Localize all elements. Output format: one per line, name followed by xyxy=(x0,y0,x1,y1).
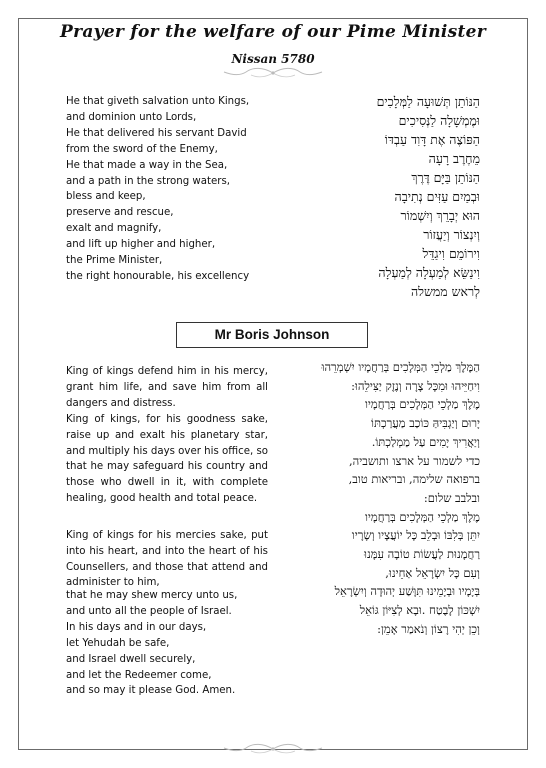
hebrew-line: בְּיָמָיו וּבְיָמֵינוּ תִּוָּשַׁע יְהוּדָה וְיִשְׂרָאֵל xyxy=(334,584,480,599)
hebrew-line: מֶלֶךְ מַלְכֵי הַמְּלָכִים בְּרַחֲמָיו xyxy=(364,397,480,412)
text-line: and let the Redeemer come, xyxy=(66,669,212,681)
text-line: let Yehudah be safe, xyxy=(66,637,170,649)
text-line: and so may it please God. Amen. xyxy=(66,685,236,697)
hebrew-line: וְיִנְצוֹר וְיַעֲזוֹר xyxy=(423,227,480,242)
page-subtitle: Nissan 5780 xyxy=(231,52,315,66)
prime-minister-name-box: Mr Boris Johnson xyxy=(176,322,368,348)
hebrew-line: רַחֲמָנוּת לַעֲשׂוֹת טוֹבָה עִמָּנוּ xyxy=(364,547,480,562)
hebrew-line: כדי לשמור על ארצו ותושביה, xyxy=(349,453,480,468)
english-paragraph-defend: King of kings defend him in his mercy, grant him life, and save him from all dangers and distress. xyxy=(66,366,268,409)
text-line: and Israel dwell securely, xyxy=(66,653,196,665)
text-line: He that made a way in the Sea, xyxy=(66,159,228,171)
hebrew-line: ובלבב שלום: xyxy=(423,490,480,505)
text-line: In his days and in our days, xyxy=(66,621,207,633)
text-line: bless and keep, xyxy=(66,191,146,203)
text-line: that he may shew mercy unto us, xyxy=(66,590,238,601)
hebrew-line: וּבְמַיִם עַזִּים נְתִיבָה xyxy=(394,189,480,204)
hebrew-line: ברפואה שלימה, ובריאות טוב, xyxy=(348,472,480,487)
text-line: and lift up higher and higher, xyxy=(66,239,216,251)
text-line: and a path in the strong waters, xyxy=(66,175,230,187)
hebrew-line: הַנּוֹתֵן תְּשׁוּעָה לַמְּלָכִים xyxy=(376,94,480,109)
text-line: He that giveth salvation unto Kings, xyxy=(66,96,250,107)
hebrew-line: יִשְׁכּוֹן לָבֶטַח .וּבָא לְצִיּוֹן גּוֹאֵל xyxy=(359,603,480,618)
hebrew-line: יָרוּם וְיַגְבִּיהַּ כּוֹכַב מַעֲרַכְתּוֹ xyxy=(371,416,480,431)
hebrew-line: הוּא יְבָרֵךְ וְיִשְׁמוֹר xyxy=(400,208,480,223)
flourish-ornament-icon xyxy=(218,742,328,756)
text-line: from the sword of the Enemy, xyxy=(66,143,218,155)
hebrew-line: מֶלֶךְ מַלְכֵי הַמְּלָכִים בְּרַחֲמָיו xyxy=(364,509,480,524)
text-line: exalt and magnify, xyxy=(66,223,162,235)
hebrew-line: מֵחֶרֶב רָעָה xyxy=(428,151,480,166)
hebrew-line: הַפּוֹצֶה אֶת דָּוִד עַבְדּוֹ xyxy=(384,132,480,147)
hebrew-line: וְעִם כָּל יִשְׂרָאֵל אַחֵינוּ, xyxy=(385,565,480,580)
text-line: He that delivered his servant David xyxy=(66,127,247,139)
hebrew-line: וּמֶמְשָׁלָה לַנְּסִיכִים xyxy=(398,113,480,128)
text-line: and unto all the people of Israel. xyxy=(66,605,232,617)
english-paragraph-goodness: King of kings, for his goodness sake, raise up and exalt his planetary star, and multiply his days over his office, so that he may safeguard his country and those who dwell in it, with complete healing, good health and total peace. xyxy=(66,414,268,504)
text-line: the right honourable, his excellency xyxy=(66,270,250,282)
hebrew-line: לְראש ממשלה xyxy=(410,284,480,299)
hebrew-blessing-text xyxy=(280,92,480,301)
english-paragraph-mercies: King of kings for his mercies sake, put into his heart, and into the heart of his Counsellers, and those that attend and administer to him, xyxy=(66,530,268,589)
text-line: and dominion unto Lords, xyxy=(66,111,197,123)
hebrew-line: וִירוֹמֵם וִיגַדֵּל xyxy=(422,246,480,261)
hebrew-line: וְכֵן יְהִי רָצוֹן וְנֹאמַר אָמֵן: xyxy=(377,621,480,636)
text-line: the Prime Minister, xyxy=(66,255,163,267)
hebrew-line: יִתֵּן בְּלִבּוֹ וּבְלֵב כָּל יוֹעֲצָיו וְשָׂרָיו xyxy=(351,528,480,543)
flourish-ornament-icon xyxy=(218,66,328,80)
hebrew-line: וְיַאֲרִיךְ יָמִים עַל מַמְלַכְתּוֹ. xyxy=(371,434,480,449)
english-blessing-text xyxy=(66,94,286,285)
page-title: Prayer for the welfare of our Pime Minister xyxy=(59,22,487,42)
hebrew-line: וִיחַיֵּיהוּ וּמִכָּל צָרָה וְנֶזֶק יַצִּילֵהוּ: xyxy=(351,378,480,393)
hebrew-line: הַנּוֹתֵן בַּיָּם דֶּרֶךְ xyxy=(411,170,480,185)
hebrew-prayer-text xyxy=(230,358,480,639)
hebrew-line: הַמֶּלֶךְ מַלְכֵי הַמְּלָכִים בְּרַחֲמָיו יִשְׁמְרֵהוּ xyxy=(321,360,480,374)
hebrew-line: וִינַשֵּׂא לְמַעְלָה לְמַעְלָה xyxy=(378,265,480,280)
text-line: preserve and rescue, xyxy=(66,207,174,219)
